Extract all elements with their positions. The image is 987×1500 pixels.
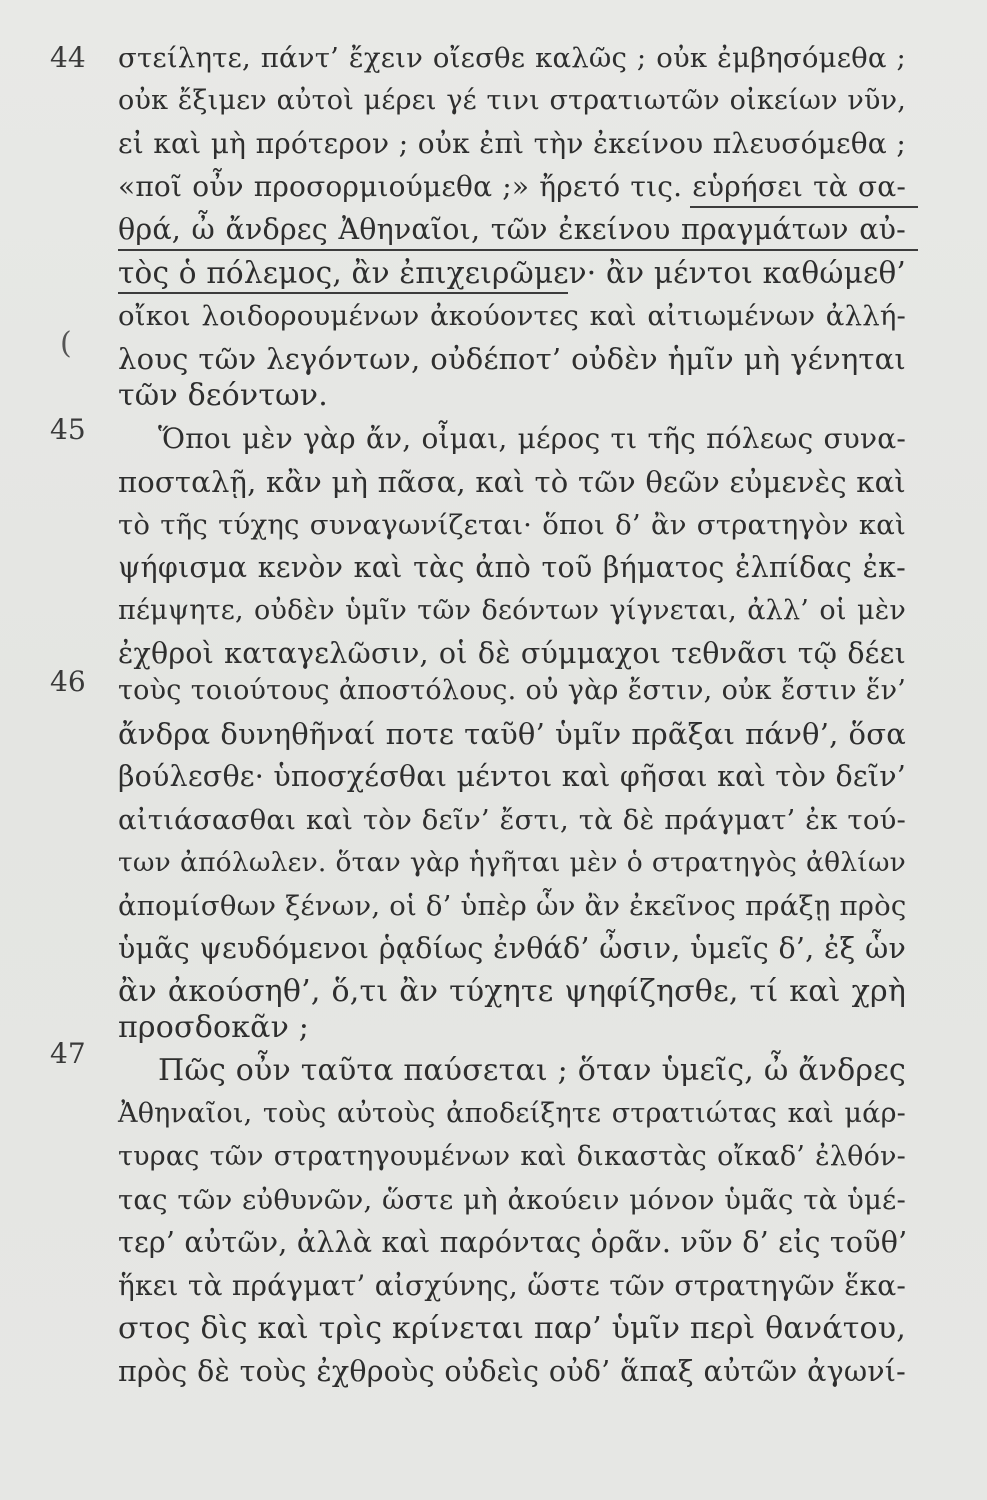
text-line: τερ’ αὐτῶν, ἀλλὰ καὶ παρόντας ὁρᾶν. νῦν δ’ εἰς τοῦθ’ [118,1226,908,1259]
section-number-45: 45 [50,413,86,446]
text-line: τυρας τῶν στρατηγουμένων καὶ δικαστὰς οἴκαδ’ ἐλθόν- [118,1141,906,1172]
text-line: Πῶς οὖν ταῦτα παύσεται ; ὅταν ὑμεῖς, ὦ ἄνδρες [158,1053,906,1088]
text-line: τοὺς τοιούτους ἀποστόλους. οὐ γὰρ ἔστιν, οὐκ ἔστιν ἕν’ [118,675,906,706]
text-line: πρὸς δὲ τοὺς ἐχθροὺς οὐδεὶς οὐδ’ ἅπαξ αὐτῶν ἀγωνί- [118,1355,906,1388]
text-line: στείλητε, πάντ’ ἔχειν οἴεσθε καλῶς ; οὐκ ἐμβησόμεθα ; [118,42,906,74]
text-line: βούλεσθε· ὑποσχέσθαι μέντοι καὶ φῆσαι καὶ τὸν δεῖν’ [118,760,906,793]
text-line: των ἀπόλωλεν. ὅταν γὰρ ἡγῆται μὲν ὁ στρατηγὸς ἀθλίων [118,847,906,878]
text-line: οὐκ ἔξιμεν αὐτοὶ μέρει γέ τινι στρατιωτῶν οἰκείων νῦν, [118,85,906,116]
pencil-underline [118,249,918,251]
pencil-underline [118,292,568,294]
text-line: ἐχθροὶ καταγελῶσιν, οἱ δὲ σύμμαχοι τεθνᾶσι τῷ δέει [118,637,906,670]
text-line: ἂν ἀκούσηθ’, ὅ,τι ἂν τύχητε ψηφίζησθε, τί καὶ χρὴ [118,974,906,1009]
margin-bracket-mark: ( [60,326,72,361]
section-number-44: 44 [50,41,86,74]
text-line: λους τῶν λεγόντων, οὐδέποτ’ οὐδὲν ἡμῖν μὴ γένηται [118,342,906,376]
text-line: «ποῖ οὖν προσορμιούμεθα ;» ἤρετό τις. εὑρήσει τὰ σα- [118,170,906,203]
text-line: πέμψητε, οὐδὲν ὑμῖν τῶν δεόντων γίγνεται, ἀλλ’ οἱ μὲν [118,595,906,626]
text-line: τῶν δεόντων. [118,378,328,413]
section-number-47: 47 [50,1037,86,1070]
text-line: προσδοκᾶν ; [118,1010,310,1045]
text-line: τὸ τῆς τύχης συναγωνίζεται· ὅποι δ’ ἂν στρατηγὸν καὶ [118,509,906,541]
text-line: τας τῶν εὐθυνῶν, ὥστε μὴ ἀκούειν μόνον ὑμᾶς τὰ ὑμέ- [118,1184,906,1216]
text-line: ἀπομίσθων ξένων, οἱ δ’ ὑπὲρ ὧν ἂν ἐκεῖνος πράξῃ πρὸς [118,890,907,922]
section-number-46: 46 [50,665,86,698]
text-line: ποσταλῇ, κἂν μὴ πᾶσα, καὶ τὸ τῶν θεῶν εὐμενὲς καὶ [118,465,906,499]
text-line: στος δὶς καὶ τρὶς κρίνεται παρ’ ὑμῖν περὶ θανάτου, [118,1311,906,1346]
text-line: Ὅποι μὲν γὰρ ἄν, οἶμαι, μέρος τι τῆς πόλεως συνα- [158,422,906,455]
text-line: ψήφισμα κενὸν καὶ τὰς ἀπὸ τοῦ βήματος ἐλπίδας ἐκ- [118,551,906,584]
text-line: οἴκοι λοιδορουμένων ἀκούοντες καὶ αἰτιωμένων ἀλλή- [118,300,906,332]
text-line: Ἀθηναῖοι, τοὺς αὐτοὺς ἀποδείξητε στρατιώτας καὶ μάρ- [118,1098,906,1129]
text-line: εἰ καὶ μὴ πρότερον ; οὐκ ἐπὶ τὴν ἐκείνου πλευσόμεθα ; [118,127,906,160]
pencil-underline [690,206,918,208]
text-line: ἄνδρα δυνηθῆναί ποτε ταῦθ’ ὑμῖν πρᾶξαι πάνθ’, ὅσα [118,717,906,751]
text-line: θρά, ὦ ἄνδρες Ἀθηναῖοι, τῶν ἐκείνου πραγμάτων αὐ- [118,213,906,246]
text-line: ἥκει τὰ πράγματ’ αἰσχύνης, ὥστε τῶν στρατηγῶν ἕκα- [118,1269,906,1302]
text-line: ὑμᾶς ψευδόμενοι ῥᾳδίως ἐνθάδ’ ὦσιν, ὑμεῖς δ’, ἐξ ὧν [118,932,906,965]
text-line: τὸς ὁ πόλεμος, ἂν ἐπιχειρῶμεν· ἂν μέντοι καθώμεθ’ [118,256,906,290]
text-line: αἰτιάσασθαι καὶ τὸν δεῖν’ ἔστι, τὰ δὲ πράγματ’ ἐκ τού- [118,804,906,836]
